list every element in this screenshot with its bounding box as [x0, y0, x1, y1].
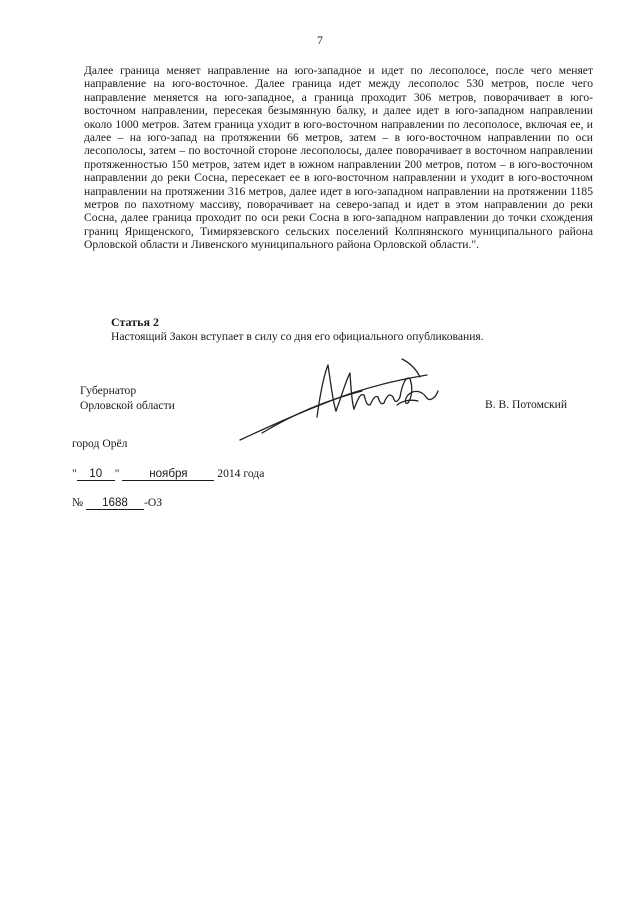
- law-number-value: 1688: [86, 497, 144, 510]
- law-number-prefix: №: [72, 496, 84, 509]
- article-text: Настоящий Закон вступает в силу со дня его официального опубликования.: [111, 330, 484, 343]
- boundary-description-paragraph: Далее граница меняет направление на юго-западное и идет по лесополосе, после чего меняет направление на юго-восточное. Далее граница идет между лесополос 530 метров, после чего направление меняется на юго-западное, а граница проходит 306 метров, поворачивает в юго-восточном направлении, пересекая безымянную балку, и далее идет в юго-западном направлении около 1000 метров. Затем граница уходит в юго-восточном направлении по лесополосе, включая ее, и далее – на юго-запад на протяжении 66 метров, затем – в юго-восточном направлении по оси лесополосы, затем – по восточной стороне лесополосы, далее поворачивает в восточном направлении протяженностью 150 метров, затем идет в южном направлении 200 метров, потом – в юго-восточном направлении до реки Сосна, пересекает ее в юго-восточном направлении и уходит в юго-восточном направлении на протяжении 316 метров, далее идет в юго-западном направлении на протяжении 1185 метров по пахотному массиву, поворачивает на северо-запад и идет в этом направлении до реки Сосна, далее граница проходит по оси реки Сосна в юго-западном направлении до точки схождения границ Ярищенского, Тимирязевского сельских поселений Колпнянского муниципального района Орловской области и Ливенского муниципального района Орловской области.".: [84, 64, 593, 252]
- signatory-title-line2: Орловской области: [80, 399, 175, 412]
- signatory-name: В. В. Потомский: [485, 398, 568, 411]
- law-number-line: [72, 496, 162, 510]
- date-quote-open: ": [72, 467, 77, 480]
- city-label: город Орёл: [72, 437, 128, 450]
- signatory-title-line1: Губернатор: [80, 384, 137, 397]
- article-title: Статья 2: [111, 315, 159, 329]
- signatory-title: [80, 383, 175, 413]
- date-line: [72, 467, 264, 481]
- date-day: 10: [77, 468, 115, 481]
- law-number-suffix: -ОЗ: [143, 496, 163, 509]
- handwritten-signature: [232, 345, 442, 445]
- date-year: 2014 года: [217, 467, 265, 480]
- page-number: 7: [317, 33, 323, 47]
- date-month: ноября: [122, 468, 214, 481]
- date-quote-close: ": [114, 467, 120, 480]
